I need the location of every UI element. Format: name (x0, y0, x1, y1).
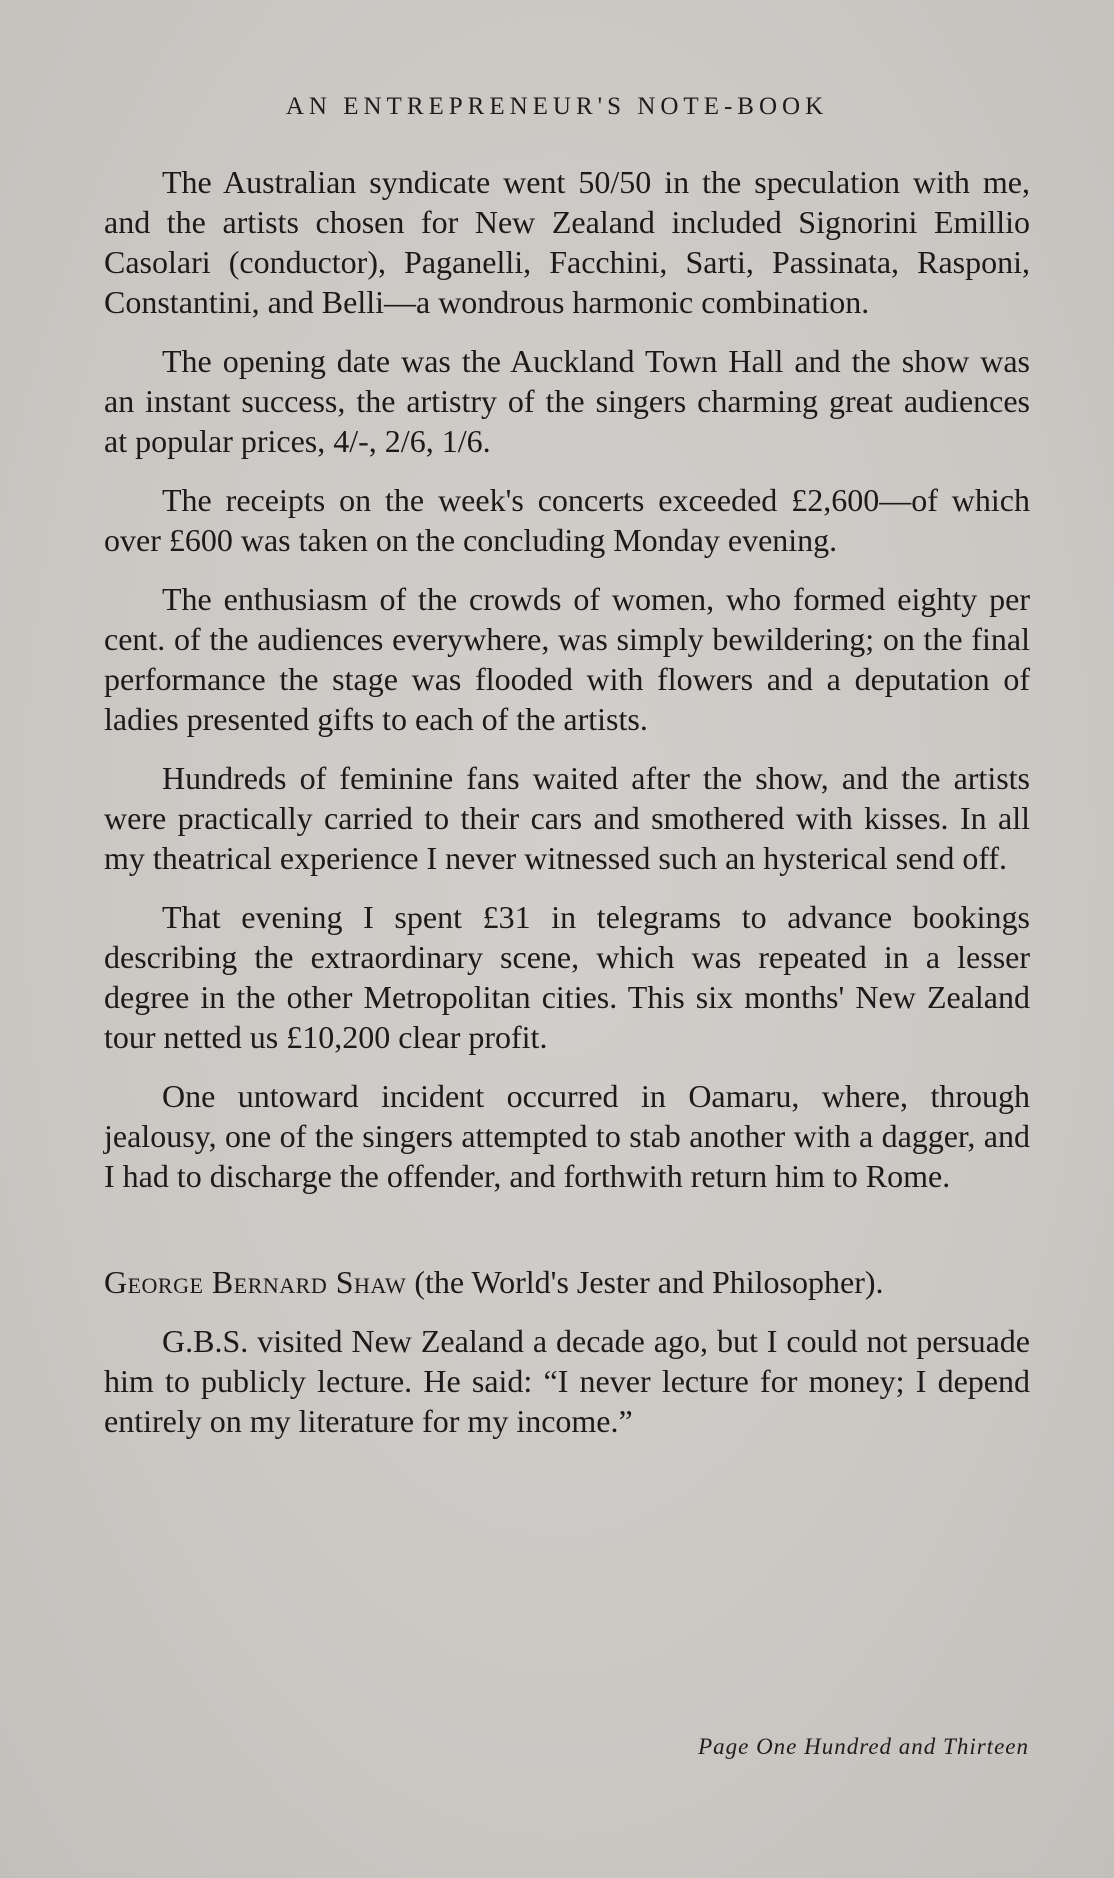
paragraph-oamaru-incident: One untoward incident occurred in Oamaru, where, through jealousy, one of the singers attempted to stab another with a dagger, and I had to discharge the offender, and forthwith return him to Rome. (104, 1078, 1030, 1194)
page-number-label: Page One Hundred and Thirteen (698, 1734, 1029, 1759)
paragraph-telegrams: That evening I spent £31 in telegrams to advance bookings describing the extraordinary scene, which was repeated in a lesser degree in the other Metropolitan cities. This six months' New Zealand tour netted us £10,200 clear profit. (104, 899, 1030, 1055)
paragraph-feminine-fans: Hundreds of feminine fans waited after the show, and the artists were practically carried to their cars and smothered with kisses. In all my theatrical experience I never witnessed such an hysterical send off. (104, 760, 1030, 876)
body-text (104, 162, 1030, 1441)
running-head: AN ENTREPRENEUR'S NOTE-BOOK (285, 93, 829, 120)
paragraph-opening-date: The opening date was the Auckland Town Hall and the show was an instant success, the artistry of the singers charming great audiences at popular prices, 4/-, 2/6, 1/6. (104, 343, 1030, 459)
paragraph-receipts: The receipts on the week's concerts exceeded £2,600—of which over £600 was taken on the concluding Monday evening. (104, 482, 1030, 558)
paragraph-enthusiasm: The enthusiasm of the crowds of women, who formed eighty per cent. of the audiences everywhere, was simply bewildering; on the final performance the stage was flooded with flowers and a deputation of ladies presented gifts to each of the artists. (104, 581, 1030, 737)
section-heading-name: George Bernard Shaw (104, 1264, 407, 1300)
section-heading-shaw (104, 1262, 1030, 1302)
paragraph-gbs-visit: G.B.S. visited New Zealand a decade ago, but I could not persuade him to publicly lecture. He said: “I never lecture for money; I depend entirely on my literature for my income.” (104, 1323, 1030, 1439)
section-heading-subtitle: (the World's Jester and Philosopher). (406, 1264, 884, 1300)
paragraph-syndicate: The Australian syndicate went 50/50 in the speculation with me, and the artists chosen for New Zealand included Signorini Emillio Casolari (conductor), Paganelli, Facchini, Sarti, Passinata, Rasponi, Constantini, and Belli—a wondrous harmonic combination. (104, 164, 1030, 320)
